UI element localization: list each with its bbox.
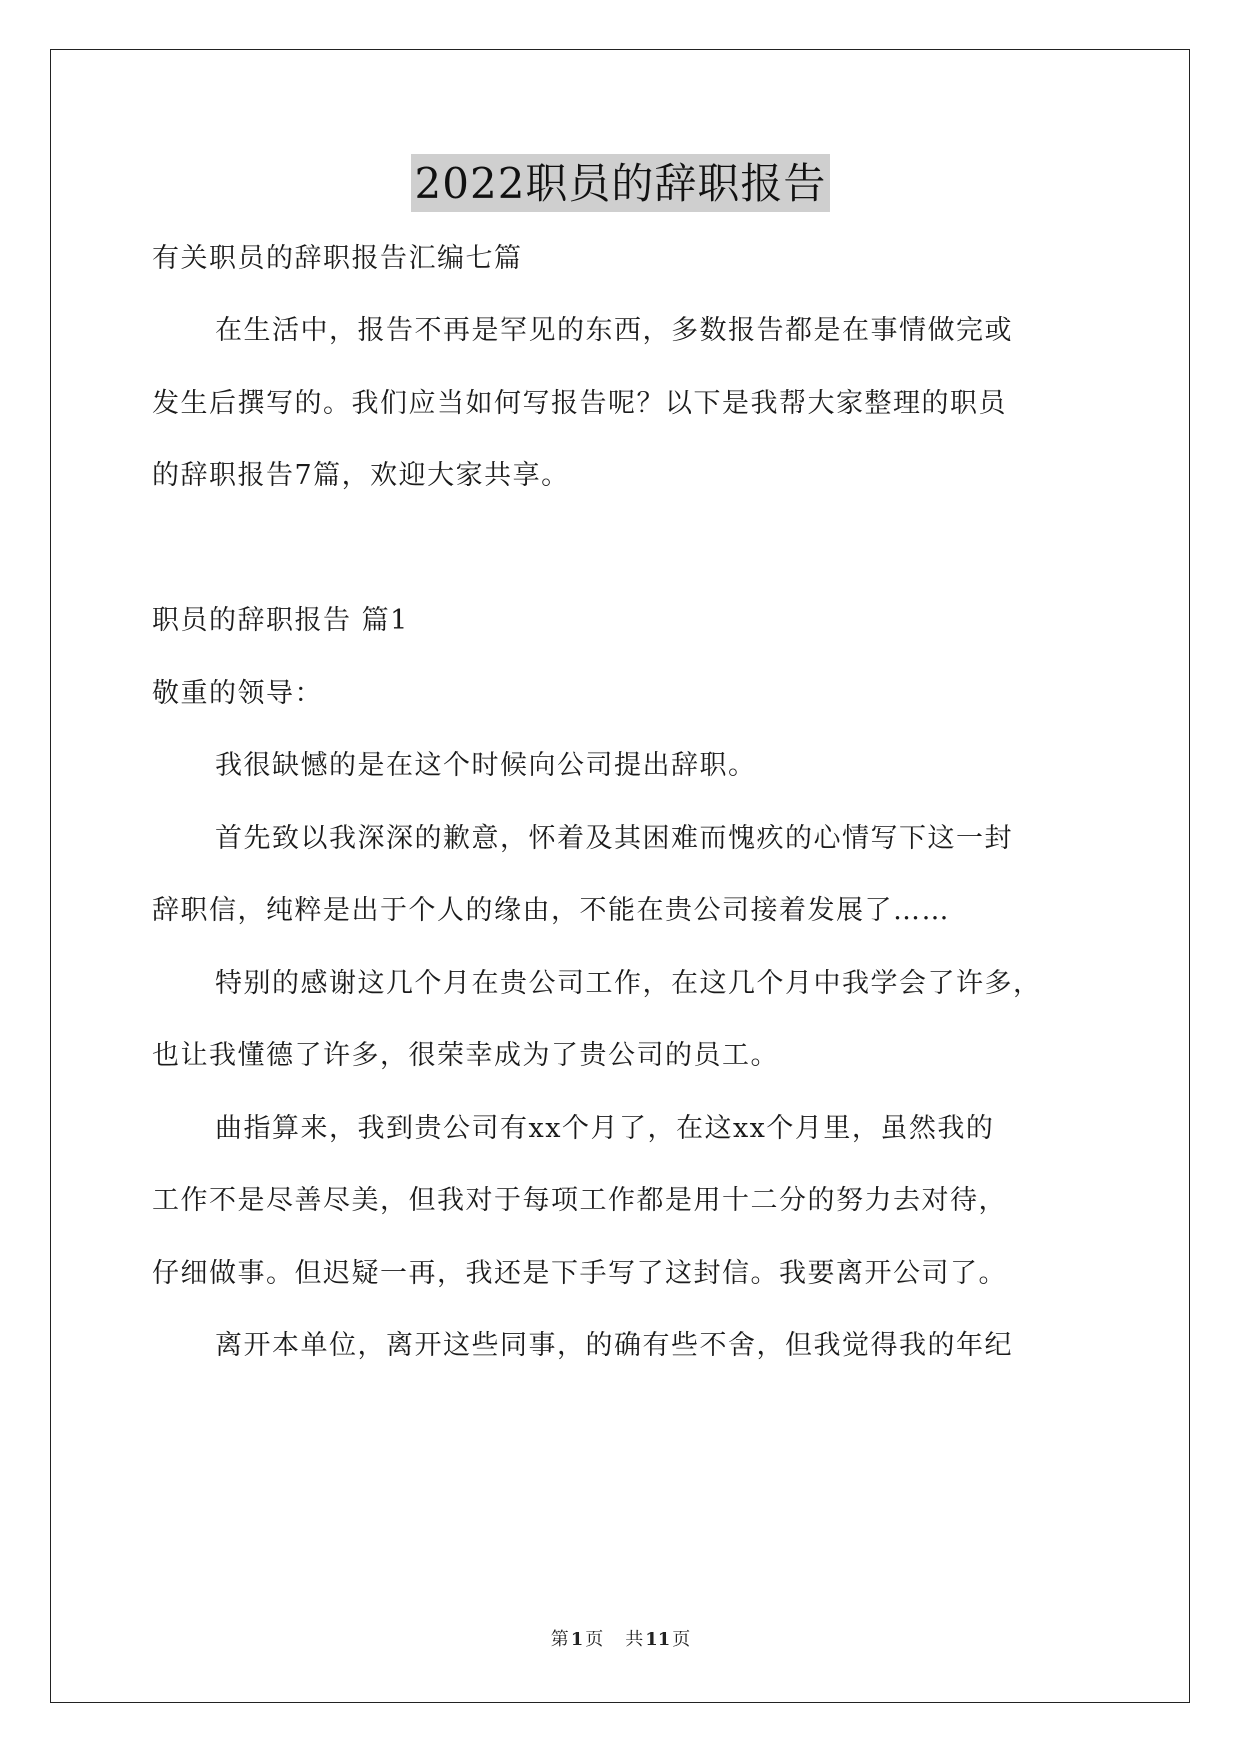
paragraph-line: 特别的感谢这几个月在贵公司工作，在这几个月中我学会了许多， <box>215 968 1042 999</box>
salutation: 敬重的领导： <box>152 678 323 709</box>
document-title: 2022职员的辞职报告 <box>411 154 831 212</box>
total-unit: 页 <box>672 1629 691 1650</box>
paragraph-line: 离开本单位，离开这些同事，的确有些不舍，但我觉得我的年纪 <box>215 1330 1013 1361</box>
paragraph-line: 仔细做事。但迟疑一再，我还是下手写了这封信。我要离开公司了。 <box>152 1258 1007 1289</box>
title-wrap <box>0 154 1241 212</box>
paragraph-line: 辞职信，纯粹是出于个人的缘由，不能在贵公司接着发展了…… <box>152 895 950 926</box>
paragraph-line: 也让我懂德了许多，很荣幸成为了贵公司的员工。 <box>152 1040 779 1071</box>
paragraph-line: 在生活中，报告不再是罕见的东西，多数报告都是在事情做完或 <box>215 315 1013 346</box>
subtitle-line: 有关职员的辞职报告汇编七篇 <box>152 243 523 274</box>
page-footer <box>0 1628 1241 1652</box>
page-prefix: 第 <box>550 1629 569 1650</box>
paragraph-line: 工作不是尽善尽美，但我对于每项工作都是用十二分的努力去对待， <box>152 1185 1007 1216</box>
total-prefix: 共 <box>625 1629 644 1650</box>
paragraph-line: 发生后撰写的。我们应当如何写报告呢？以下是我帮大家整理的职员 <box>152 388 1007 419</box>
page-total: 11 <box>645 1629 671 1650</box>
section-heading: 职员的辞职报告 篇1 <box>152 605 409 636</box>
paragraph-line: 曲指算来，我到贵公司有xx个月了，在这xx个月里，虽然我的 <box>215 1113 995 1144</box>
page-border <box>50 49 1190 1703</box>
paragraph-line: 首先致以我深深的歉意，怀着及其困难而愧疚的心情写下这一封 <box>215 823 1013 854</box>
paragraph-line: 的辞职报告7篇，欢迎大家共享。 <box>152 460 570 491</box>
page-unit: 页 <box>585 1629 604 1650</box>
page-current: 1 <box>570 1629 584 1650</box>
paragraph-line: 我很缺憾的是在这个时候向公司提出辞职。 <box>215 750 757 781</box>
